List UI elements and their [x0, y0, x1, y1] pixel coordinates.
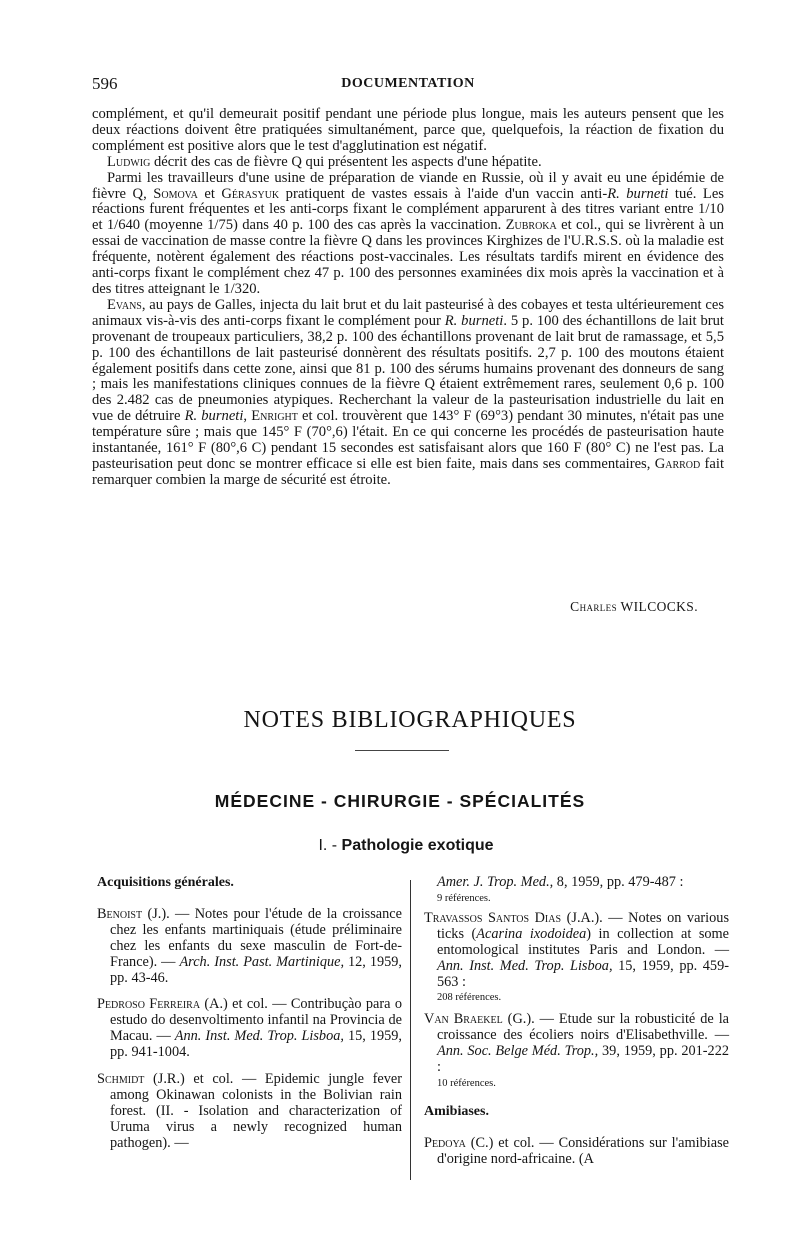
article-body: [92, 107, 724, 489]
author-name: Garrod: [654, 455, 701, 472]
article-signature: Charles WILCOCKS.: [570, 599, 698, 614]
section-title: NOTES BIBLIOGRAPHIQUES: [243, 707, 577, 733]
subsection-title: MÉDECINE - CHIRURGIE - SPÉCIALITÉS: [214, 791, 586, 811]
page-number: 596: [92, 74, 118, 93]
bibliography-entry: Pedoya (C.) et col. — Considérations sur l'amibiase d'origine nord-africaine. (A: [424, 1134, 729, 1167]
right-column: [424, 875, 729, 1179]
species-name: R. burneti: [607, 185, 669, 202]
left-column: [97, 875, 402, 1163]
bibliography-entry: Pedroso Ferreira (A.) et col. — Contribuçào para o estudo do desenvoltimento infantil na Provincia de Macau. — Ann. Inst. Med. Trop. Lisboa, 15, 1959, pp. 941-1004.: [97, 996, 403, 1061]
species-name: R. burneti: [184, 408, 244, 425]
bibliography-entry: Van Braekel (G.). — Etude sur la robusticité de la croissance des écoliers noirs d'Elisabethville. — Ann. Soc. Belge Méd. Trop., 39, 1959, pp. 201-222 : 10 références.: [424, 1011, 730, 1090]
author-name: Somova: [153, 185, 198, 202]
reference-count: 208 références.: [437, 992, 502, 1004]
page-header: [92, 74, 724, 96]
author-name: Evans: [107, 296, 142, 313]
bibliography-entry: Benoist (J.). — Notes pour l'étude de la croissance chez les enfants martiniquais (étude préliminaire chez les enfants du sexe masculin de Fort-de-France). — Arch. Inst. Past. Martinique, 12, 1959, pp. 43-46.: [97, 905, 402, 986]
subsubsection-title: I. - Pathologie exotique: [318, 837, 494, 854]
species-name: R. burneti: [444, 312, 504, 329]
paragraph: complément, et qu'il demeurait positif pendant une période plus longue, mais les auteurs pensent que les deux réactions doivent être pratiquées simultanément, parce que, quelquefois, la réaction de fixation du complément est positive alors que le test d'agglutination est négatif.: [92, 106, 724, 154]
paragraph: Parmi les travailleurs d'une usine de préparation de viande en Russie, où il y avait eu une épidémie de fièvre Q, Somova et Gérasyuk pratiquent de vastes essais à l'aide d'un vaccin anti-R. burneti tué. Les réactions furent fréquentes et les anti-corps fixant le complément apparurent à des titres variant entre 1/10 et 1/640 (moyenne 1/75) dans 40 p. 100 des cas après la vaccination. Zubroka et col., qui se livrèrent à un essai de vaccination de masse contre la fièvre Q dans les provinces Kirghizes de l'U.R.S.S. où la maladie est fréquente, notèrent également des réactions post-vaccinales. Les résultats tardifs mirent en évidence des anti-corps fixant le complément chez 47 p. 100 des personnes examinées dix mois après la vaccination et à des titres atteignant le 1/320.: [92, 169, 724, 297]
running-head: DOCUMENTATION: [341, 76, 475, 91]
bibliography-entry-continued: Amer. J. Trop. Med., 8, 1959, pp. 479-487 : 9 références.: [437, 875, 729, 905]
reference-count: 9 références.: [437, 892, 491, 904]
bibliography-entry: Travassos Santos Dias (J.A.). — Notes on various ticks (Acarina ixodoidea) in collection at some entomological institutes Paris and London. — Ann. Inst. Med. Trop. Lisboa, 15, 1959, pp. 459-563 : 208 références.: [424, 909, 730, 1004]
column-divider: [410, 880, 411, 1180]
author-name: Zubroka: [505, 217, 557, 234]
author-name: Gérasyuk: [221, 185, 280, 202]
author-name: Enright: [251, 408, 298, 425]
bibliography-entry: Schmidt (J.R.) et col. — Epidemic jungle fever among Okinawan colonists in the Bolivian rain forest. (II. - Isolation and characterization of Uruma virus a newly recognized human pathogen). —: [97, 1071, 402, 1151]
paragraph: Evans, au pays de Galles, injecta du lait brut et du lait pasteurisé à des cobayes et testa ultérieurement ces animaux vis-à-vis des anti-corps fixant le complément pour R. burneti. 5 p. 100 des échantillons de lait brut provenant de troupeaux particuliers, 38,2 p. 100 des échantillons provenant de lait brut de ramassage, et 5,5 p. 100 des échantillons de lait pasteurisé donnèrent des résultats positifs. 2,7 p. 100 des moutons étaient également positifs dans cette zone, ainsi que 81 p. 100 des sérums humains provenant des donneurs de sang ; mais les manifestations cliniques connues de la fièvre Q étaient extrêmement rares, seulement 0,6 p. 100 des 2.482 cas de pneumonies atypiques. Recherchant la valeur de la pasteurisation industrielle du lait en vue de détruire R. burneti, Enright et col. trouvèrent que 143° F (69°3) pendant 30 minutes, n'était pas une température sûre ; mais que 145° F (70°,6) l'était. En ce qui concerne les procédés de pasteurisation haute instantanée, 161° F (80°,6 C) pendant 15 secondes est satisfaisant alors que 160 F (80° C) ne l'est pas. La pasteurisation peut donc se montrer efficace si elle est bien faite, mais dans ses commentaires, Garrod fait remarquer combien la marge de sécurité est étroite.: [92, 296, 725, 488]
category-heading: Acquisitions générales.: [97, 875, 234, 890]
reference-count: 10 références.: [437, 1078, 496, 1090]
paragraph: Ludwig décrit des cas de fièvre Q qui présentent les aspects d'une hépatite.: [107, 153, 542, 170]
category-heading: Amibiases.: [424, 1104, 489, 1120]
author-name: Ludwig: [107, 153, 151, 170]
divider: [355, 750, 449, 751]
